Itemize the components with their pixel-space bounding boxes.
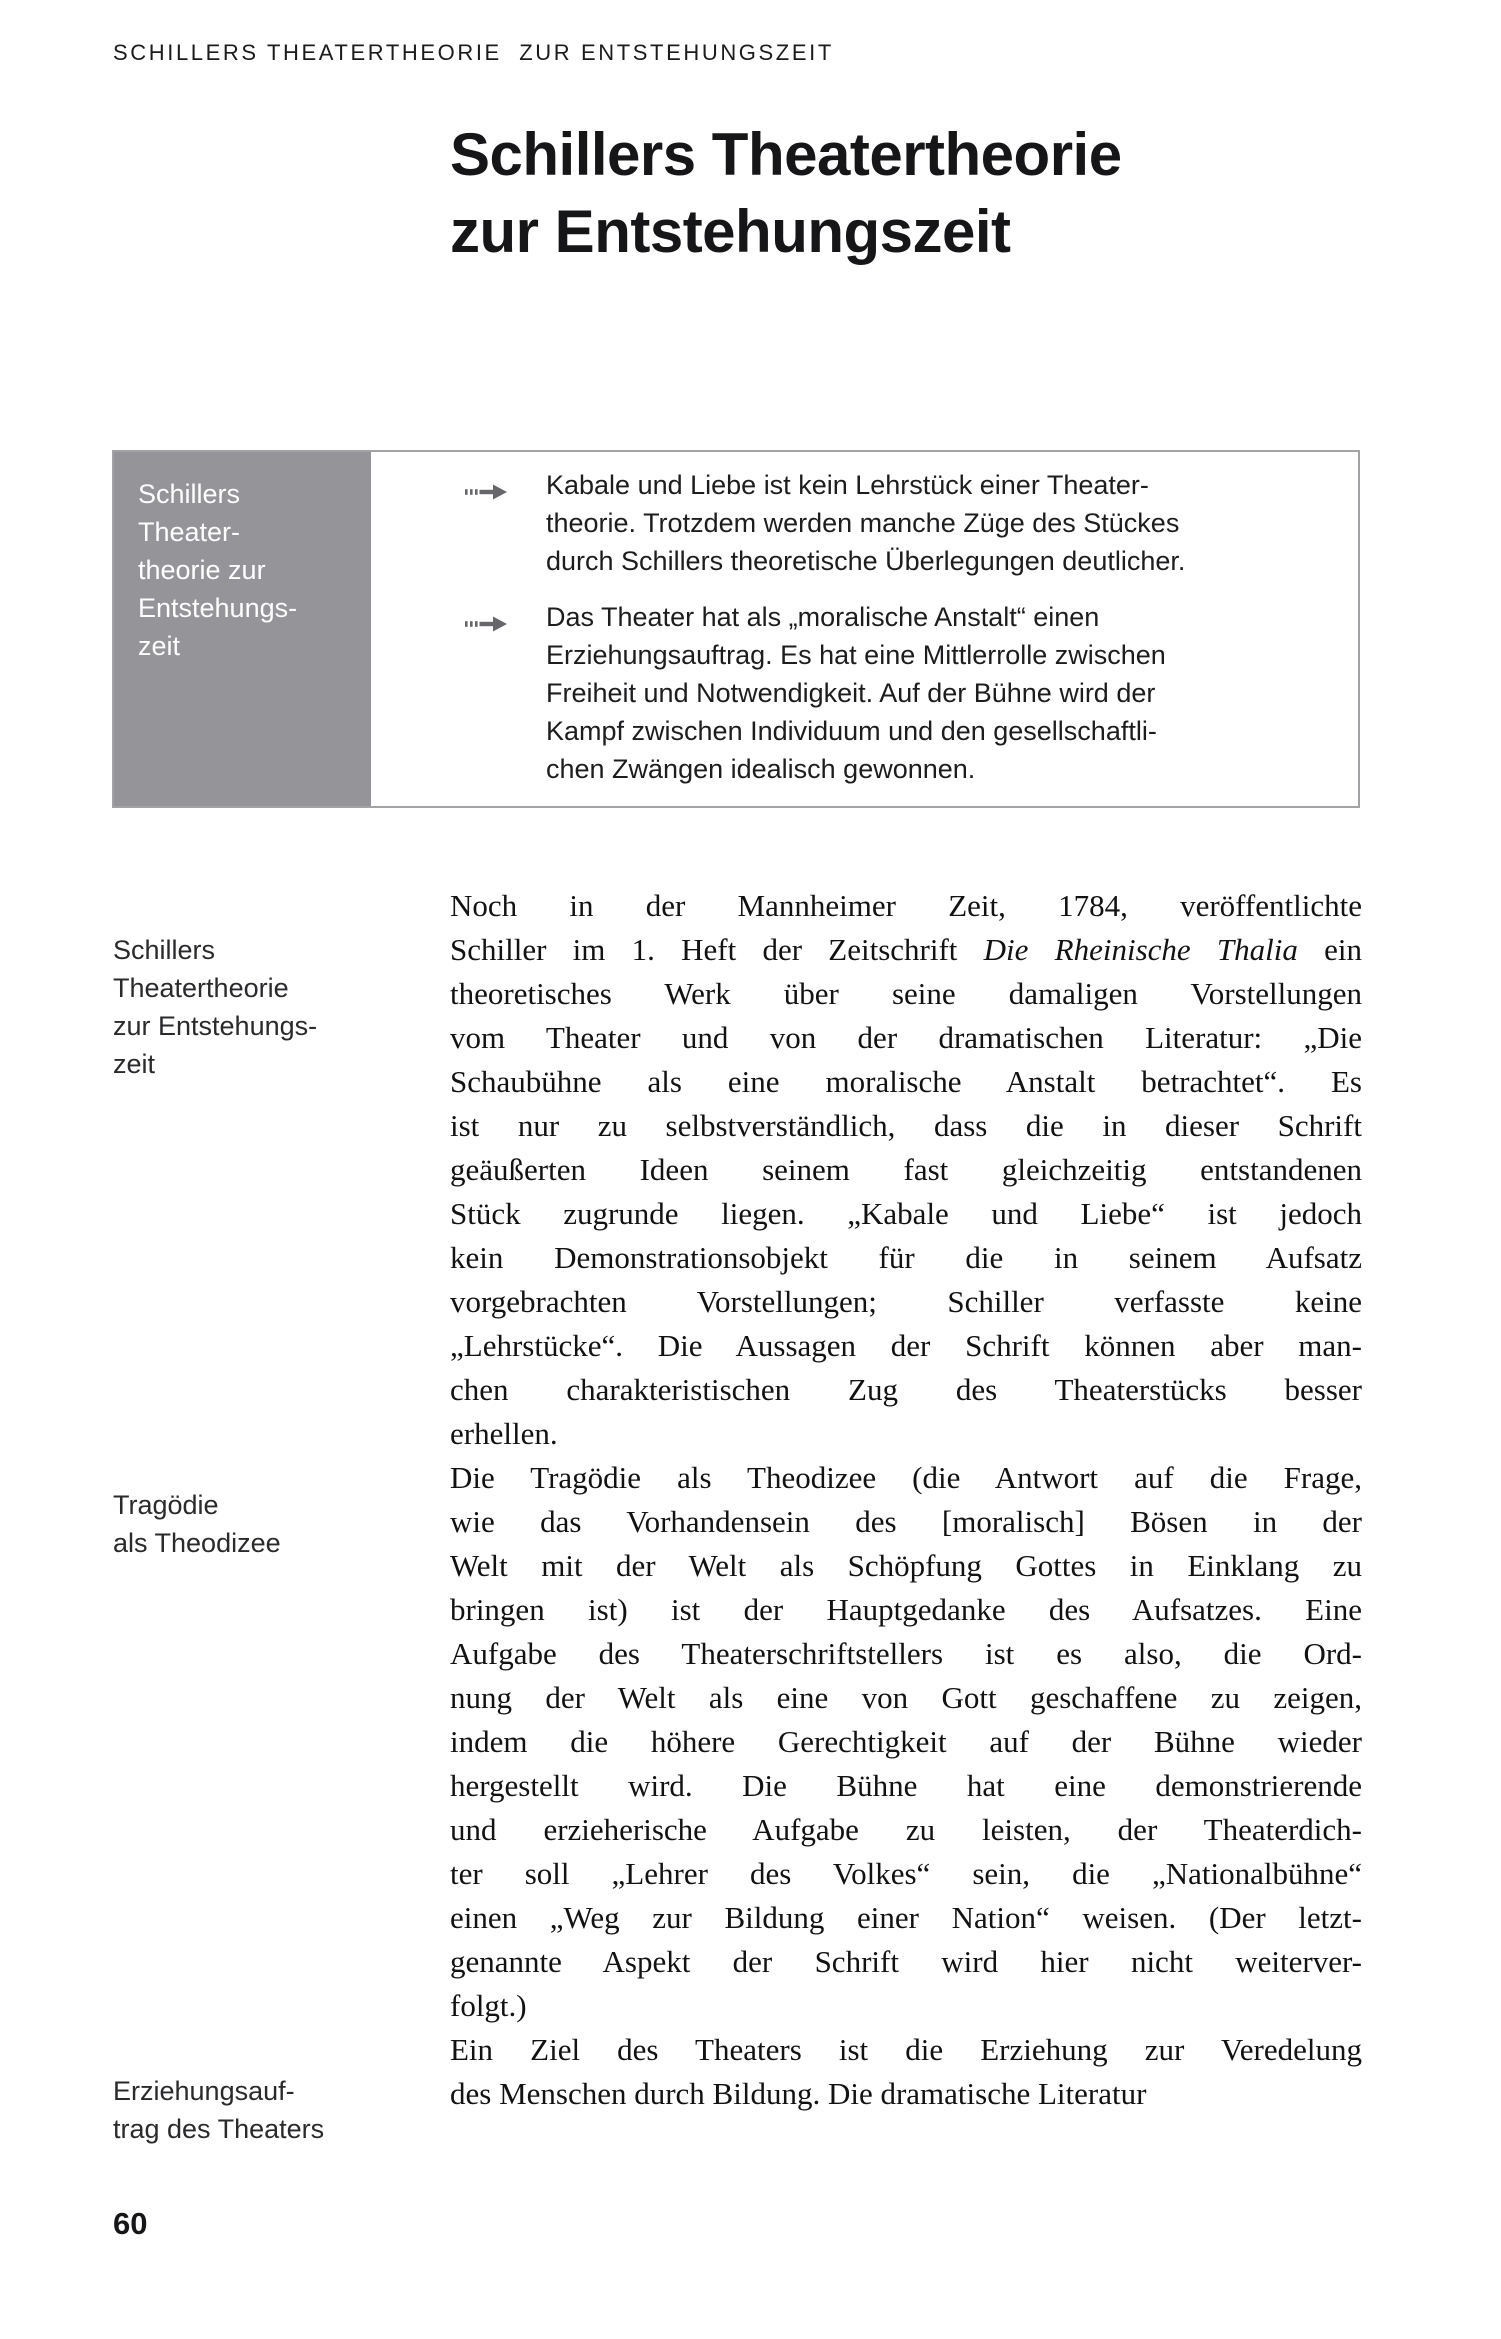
body-line: vom Theater und von der dramatischen Literatur: „Die bbox=[450, 1020, 1362, 1055]
dashed-arrow-icon bbox=[465, 606, 511, 626]
margin-note bbox=[113, 931, 428, 1083]
body-line: hergestellt wird. Die Bühne hat eine demonstrierende bbox=[450, 1768, 1362, 1803]
margin-note-line: Schillers bbox=[113, 935, 216, 965]
title-line: Schillers Theatertheorie bbox=[450, 121, 1122, 188]
running-head: SCHILLERS THEATERTHEORIE ZUR ENTSTEHUNGSZEIT bbox=[113, 40, 834, 65]
page-number: 60 bbox=[113, 2206, 148, 2241]
body-line: Stück zugrunde liegen. „Kabale und Liebe“ ist jedoch bbox=[450, 1196, 1362, 1231]
body-line: Ein Ziel des Theaters ist die Erziehung zur Veredelung bbox=[450, 2032, 1362, 2067]
dashed-arrow-icon bbox=[465, 474, 511, 494]
summary-item bbox=[371, 598, 1340, 788]
body-line: Noch in der Mannheimer Zeit, 1784, veröffentlichte bbox=[450, 888, 1362, 923]
body-line: kein Demonstrationsobjekt für die in seinem Aufsatz bbox=[450, 1240, 1362, 1275]
body-line: Schiller im 1. Heft der Zeitschrift Die Rheinische Thalia ein bbox=[450, 932, 1362, 967]
body-line: ter soll „Lehrer des Volkes“ sein, die „Nationalbühne“ bbox=[450, 1856, 1362, 1891]
body-line: chen charakteristischen Zug des Theaterstücks besser bbox=[450, 1372, 1362, 1407]
body-line: bringen ist) ist der Hauptgedanke des Aufsatzes. Eine bbox=[450, 1592, 1362, 1627]
summary-label-line: Entstehungs- bbox=[138, 593, 298, 623]
body-paragraph bbox=[450, 1456, 1362, 2028]
summary-item-line: Kabale und Liebe ist kein Lehrstück einer Theater- bbox=[546, 470, 1149, 500]
margin-note bbox=[113, 2072, 428, 2148]
summary-item-line: theorie. Trotzdem werden manche Züge des Stückes bbox=[546, 508, 1180, 538]
margin-note-line: Erziehungsauf- bbox=[113, 2076, 295, 2106]
summary-label-line: Schillers bbox=[138, 479, 241, 509]
body-paragraph bbox=[450, 884, 1362, 1456]
summary-item bbox=[371, 466, 1340, 580]
body-line: des Menschen durch Bildung. Die dramatische Literatur bbox=[450, 2076, 1147, 2111]
summary-box bbox=[112, 450, 1360, 808]
summary-item-line: durch Schillers theoretische Überlegungen deutlicher. bbox=[546, 546, 1186, 576]
body-line: Die Tragödie als Theodizee (die Antwort auf die Frage, bbox=[450, 1460, 1362, 1495]
margin-note bbox=[113, 1486, 428, 1562]
page-title bbox=[450, 116, 1400, 270]
body-line: geäußerten Ideen seinem fast gleichzeitig entstandenen bbox=[450, 1152, 1362, 1187]
body-line: nung der Welt als eine von Gott geschaffene zu zeigen, bbox=[450, 1680, 1362, 1715]
body-line: Schaubühne als eine moralische Anstalt betrachtet“. Es bbox=[450, 1064, 1362, 1099]
margin-note-line: trag des Theaters bbox=[113, 2114, 325, 2144]
body-line: und erzieherische Aufgabe zu leisten, der Theaterdich- bbox=[450, 1812, 1362, 1847]
body-line: indem die höhere Gerechtigkeit auf der Bühne wieder bbox=[450, 1724, 1362, 1759]
body-line: folgt.) bbox=[450, 1988, 527, 2023]
summary-item-line: Das Theater hat als „moralische Anstalt“ einen bbox=[546, 602, 1100, 632]
body-line: erhellen. bbox=[450, 1416, 558, 1451]
body-line: vorgebrachten Vorstellungen; Schiller verfasste keine bbox=[450, 1284, 1362, 1319]
margin-note-line: zeit bbox=[113, 1049, 156, 1079]
summary-item-line: chen Zwängen idealisch gewonnen. bbox=[546, 754, 976, 784]
margin-note-line: Tragödie bbox=[113, 1490, 219, 1520]
summary-box-label bbox=[114, 452, 371, 806]
body-line: wie das Vorhandensein des [moralisch] Bösen in der bbox=[450, 1504, 1362, 1539]
summary-label-line: zeit bbox=[138, 631, 181, 661]
margin-note-line: als Theodizee bbox=[113, 1528, 281, 1558]
body-text-column bbox=[450, 884, 1362, 2116]
margin-note-line: zur Entstehungs- bbox=[113, 1011, 318, 1041]
body-paragraph bbox=[450, 2028, 1362, 2116]
summary-item-line: Freiheit und Notwendigkeit. Auf der Bühne wird der bbox=[546, 678, 1156, 708]
body-line: Aufgabe des Theaterschriftstellers ist es also, die Ord- bbox=[450, 1636, 1362, 1671]
body-line: einen „Weg zur Bildung einer Nation“ weisen. (Der letzt- bbox=[450, 1900, 1362, 1935]
summary-label-line: Theater- bbox=[138, 517, 241, 547]
body-line: genannte Aspekt der Schrift wird hier nicht weiterver- bbox=[450, 1944, 1362, 1979]
body-line: theoretisches Werk über seine damaligen Vorstellungen bbox=[450, 976, 1362, 1011]
summary-item-line: Kampf zwischen Individuum und den gesellschaftli- bbox=[546, 716, 1157, 746]
body-line: Welt mit der Welt als Schöpfung Gottes in Einklang zu bbox=[450, 1548, 1362, 1583]
body-line: ist nur zu selbstverständlich, dass die in dieser Schrift bbox=[450, 1108, 1362, 1143]
margin-note-line: Theatertheorie bbox=[113, 973, 289, 1003]
body-line: „Lehrstücke“. Die Aussagen der Schrift können aber man- bbox=[450, 1328, 1362, 1363]
summary-item-line: Erziehungsauftrag. Es hat eine Mittlerrolle zwischen bbox=[546, 640, 1166, 670]
summary-label-line: theorie zur bbox=[138, 555, 266, 585]
title-line: zur Entstehungszeit bbox=[450, 198, 1011, 265]
summary-box-content bbox=[371, 452, 1358, 806]
